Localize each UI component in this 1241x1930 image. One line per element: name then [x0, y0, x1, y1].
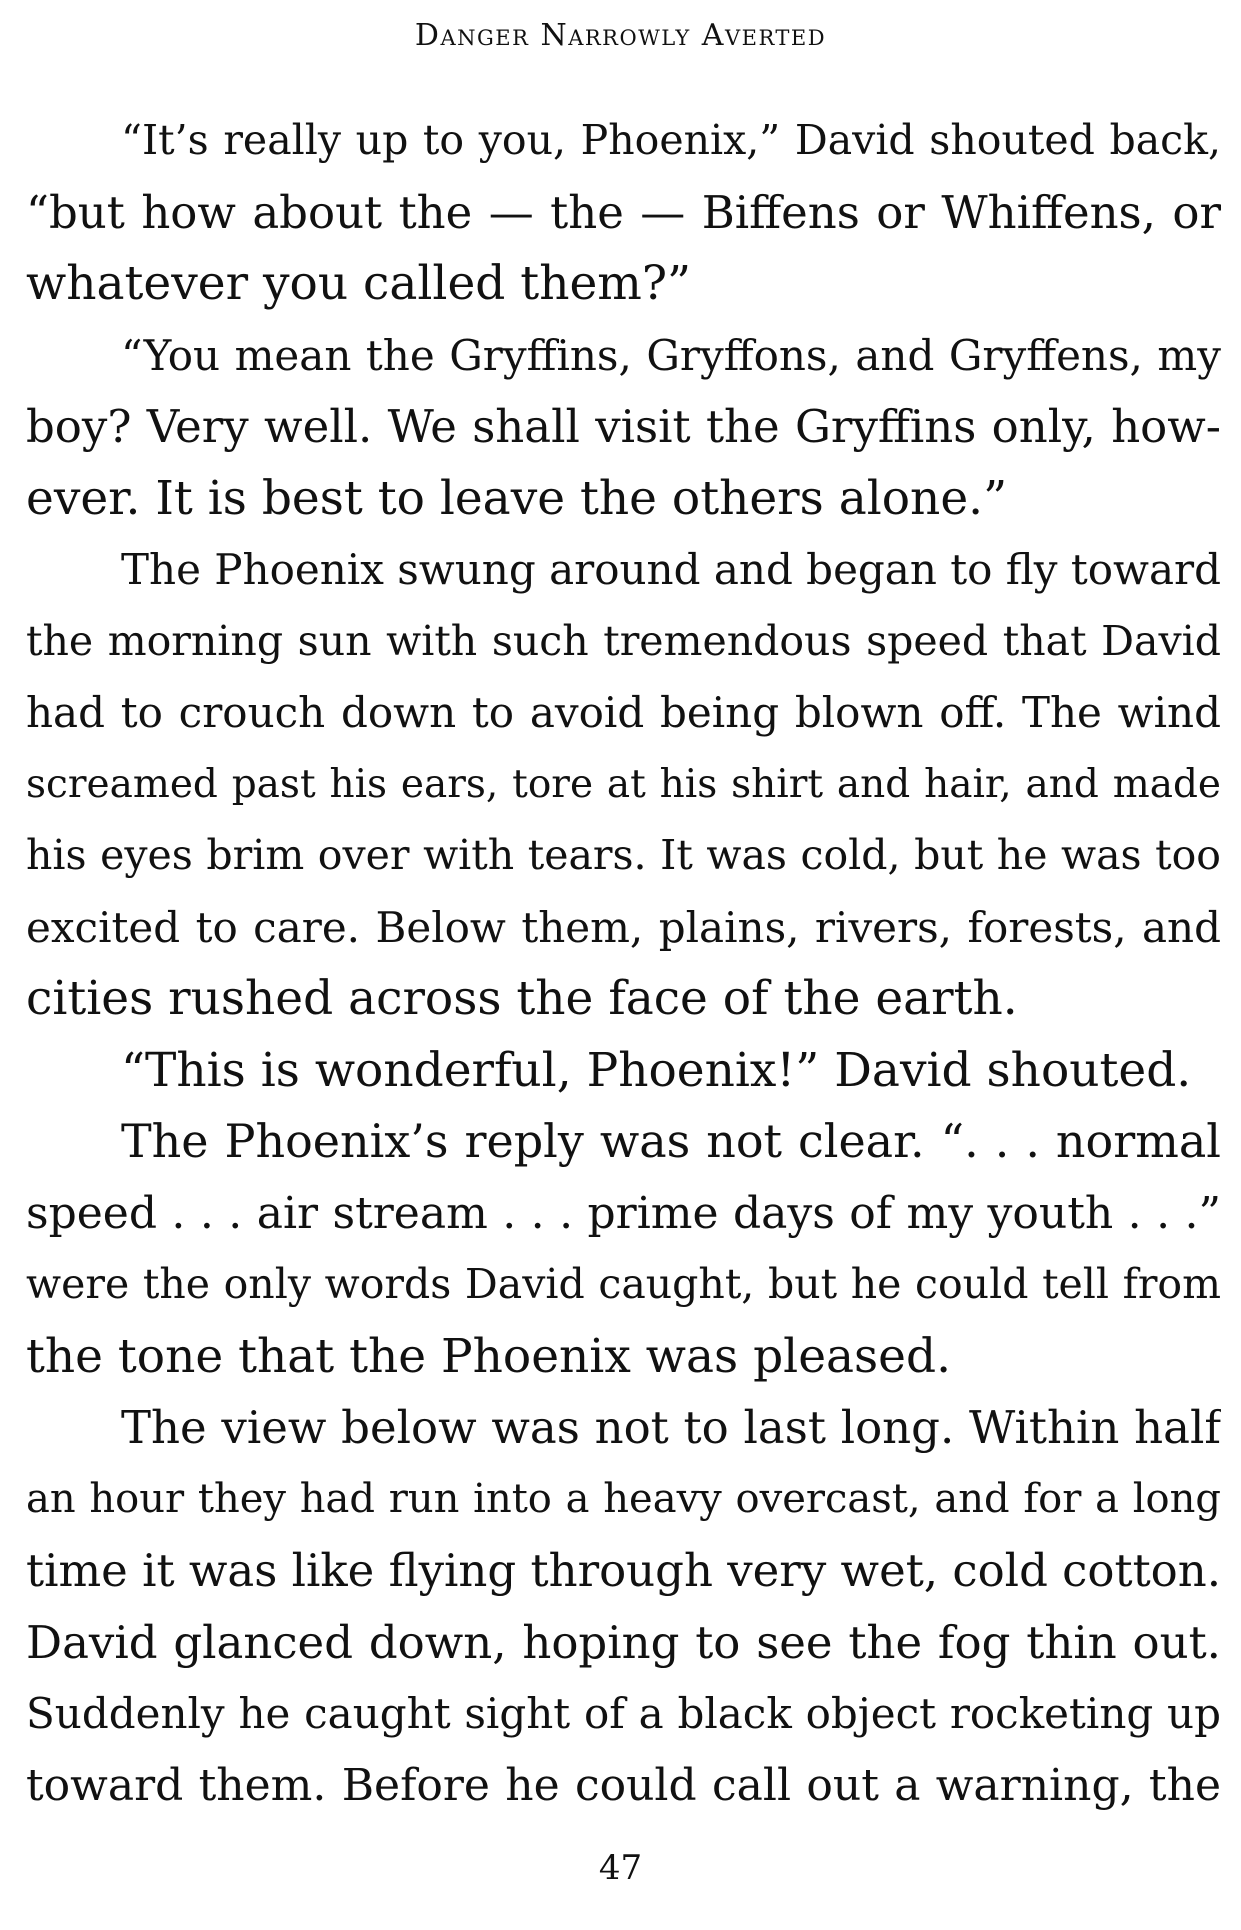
- text-line: toward them. Before he could call out a warning, the: [26, 1759, 1221, 1811]
- body-text: [26, 105, 1221, 1821]
- text-line: time it was like flying through very wet, cold cotton.: [26, 1544, 1221, 1597]
- text-line: ever. It is best to leave the others alone.”: [26, 470, 1008, 526]
- text-line: excited to care. Below them, plains, rivers, forests, and: [26, 902, 1221, 952]
- text-line: whatever you called them?”: [26, 256, 692, 311]
- text-line: an hour they had run into a heavy overcast, and for a long: [26, 1475, 1221, 1522]
- text-line: David glanced down, hoping to see the fog thin out.: [26, 1615, 1221, 1669]
- text-line: speed . . . air stream . . . prime days of my youth . . .”: [26, 1187, 1221, 1239]
- running-head: Danger Narrowly Averted: [414, 18, 827, 53]
- text-line: the morning sun with such tremendous speed that David: [26, 616, 1221, 665]
- text-line: “This is wonderful, Phoenix!” David shouted.: [121, 1042, 1192, 1098]
- text-line: The view below was not to last long. Within half: [121, 1401, 1221, 1454]
- text-line: The Phoenix’s reply was not clear. “. . . normal: [121, 1114, 1221, 1168]
- text-line: Suddenly he caught sight of a black object rocketing up: [26, 1689, 1221, 1738]
- text-line: screamed past his ears, tore at his shirt and hair, and made: [26, 761, 1221, 807]
- text-line: “but how about the — the — Biffens or Whiffens, or: [26, 185, 1221, 239]
- text-line: cities rushed across the face of the earth.: [26, 971, 1018, 1026]
- text-line: were the only words David caught, but he could tell from: [26, 1260, 1221, 1308]
- text-line: boy? Very well. We shall visit the Gryffins only, how-: [26, 400, 1221, 453]
- text-line: The Phoenix swung around and began to fly toward: [121, 545, 1221, 594]
- page-number: 47: [598, 1848, 643, 1888]
- text-line: “You mean the Gryffins, Gryffons, and Gryffens, my: [121, 330, 1221, 380]
- text-line: his eyes brim over with tears. It was cold, but he was too: [26, 831, 1221, 879]
- text-line: the tone that the Phoenix was pleased.: [26, 1328, 952, 1384]
- text-line: “It’s really up to you, Phoenix,” David shouted back,: [121, 116, 1221, 164]
- text-line: had to crouch down to avoid being blown off. The wind: [26, 688, 1221, 737]
